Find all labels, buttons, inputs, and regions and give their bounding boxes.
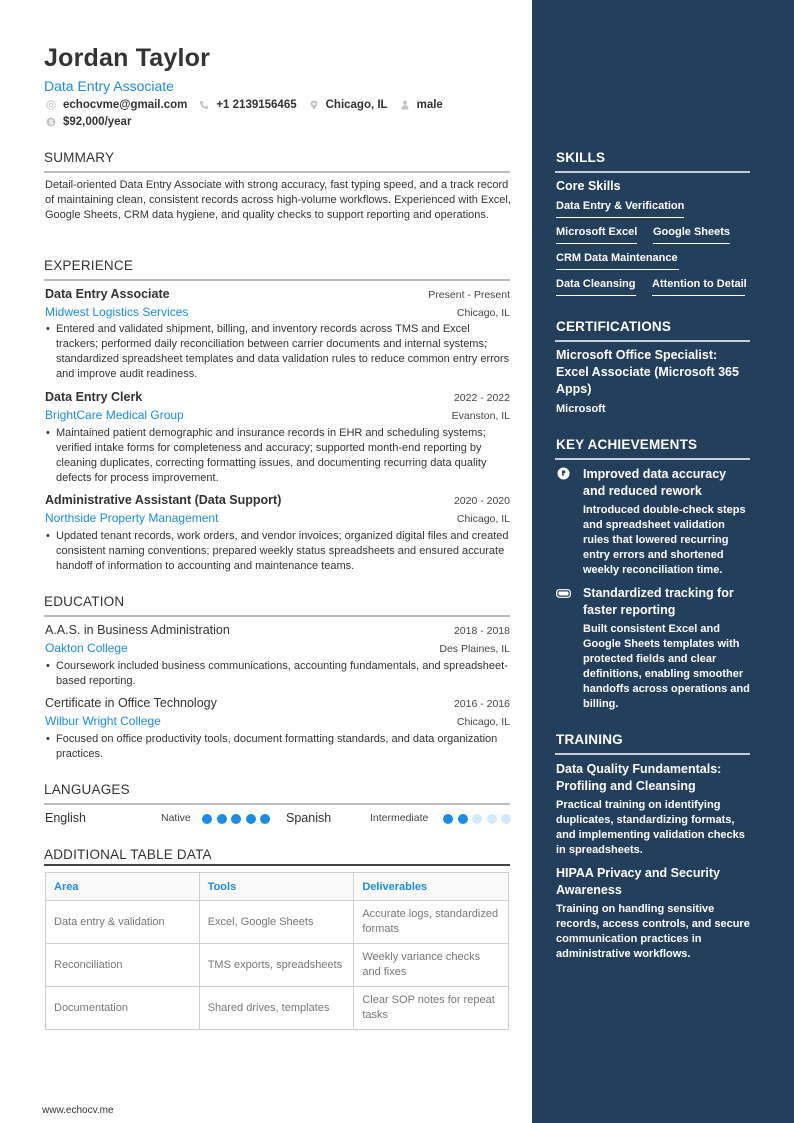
gender-value: male [416, 99, 443, 111]
achievement-text: Introduced double-check steps and spreadsheet validation rules that lowered recurring entry errors and shortened weekly reconciliation time. [583, 504, 746, 576]
certification-issuer: Microsoft [556, 403, 606, 415]
education-location: Des Plaines, IL [439, 643, 510, 655]
column-header-area: Area [46, 873, 200, 901]
experience-bullet: • Maintained patient demographic and insurance records in EHR and scheduling systems; verified intake forms for completeness and accuracy; supported month-end reporting by cleaning duplicates, correcting formatting issues, and documenting recurring data quality defects for process improvement. [44, 426, 510, 486]
rating-dot-empty [501, 814, 511, 824]
table-cell: Data entry & validation [46, 901, 200, 944]
rating-dot-filled [260, 814, 270, 824]
summary-heading: SUMMARY [44, 150, 115, 165]
rating-dot-empty [472, 814, 482, 824]
languages-list [45, 811, 510, 827]
table-cell: Accurate logs, standardized formats [354, 901, 509, 944]
language-rating [443, 814, 516, 824]
language-name: English [45, 811, 86, 825]
language-name: Spanish [286, 811, 332, 825]
experience-dates: 2020 - 2020 [453, 495, 510, 507]
education-dates: 2016 - 2016 [453, 698, 510, 710]
contact-location [309, 99, 388, 111]
at-icon [46, 100, 56, 110]
contact-salary [46, 116, 131, 128]
experience-company[interactable]: BrightCare Medical Group [45, 408, 184, 422]
skill-tag: Attention to Detail [652, 278, 745, 296]
person-icon [400, 100, 410, 110]
table-cell: Shared drives, templates [199, 987, 354, 1030]
training-text: Training on handling sensitive records, access controls, and secure communication practices in administrative workflows. [556, 903, 750, 960]
skills-heading: SKILLS [556, 150, 606, 165]
achievement-title: Improved data accuracy and reduced rework [583, 467, 727, 498]
email-value: echocvme@gmail.com [63, 99, 188, 111]
additional-table-heading: ADDITIONAL TABLE DATA [44, 847, 212, 862]
certifications-heading: CERTIFICATIONS [556, 319, 672, 334]
table-header-row [46, 873, 509, 901]
achievements-divider [555, 458, 750, 460]
table-row [46, 944, 509, 987]
language-rating [202, 814, 275, 824]
contact-email[interactable] [46, 99, 187, 111]
rating-dot-filled [246, 814, 256, 824]
experience-company[interactable]: Midwest Logistics Services [45, 305, 189, 319]
language-level: Intermediate [370, 812, 429, 824]
badge-icon [557, 467, 570, 480]
experience-company[interactable]: Northside Property Management [45, 511, 219, 525]
certification-name: Microsoft Office Specialist: Excel Associate (Microsoft 365 Apps) [556, 348, 739, 396]
experience-role: Data Entry Associate [45, 287, 170, 301]
rating-dot-filled [443, 814, 453, 824]
certifications-divider [555, 340, 750, 342]
table-row [46, 901, 509, 944]
experience-location: Chicago, IL [456, 513, 510, 525]
education-bullet: • Coursework included business communications, accounting fundamentals, and spreadsheet-based reporting. [44, 659, 510, 689]
experience-divider [44, 279, 510, 281]
experience-dates: Present - Present [428, 289, 510, 301]
contact-gender [400, 99, 443, 111]
table-cell: Weekly variance checks and fixes [354, 944, 509, 987]
education-dates: 2018 - 2018 [453, 625, 510, 637]
training-title: HIPAA Privacy and Security Awareness [556, 866, 720, 897]
education-divider [44, 615, 510, 617]
contact-row [46, 99, 455, 111]
skill-tag: Microsoft Excel [556, 226, 637, 244]
skill-tag: Data Cleansing [556, 278, 636, 296]
contact-phone[interactable] [199, 99, 296, 111]
language-level: Native [161, 812, 191, 824]
training-text: Practical training on identifying duplicates, standardizing formats, and implementing validation checks in spreadsheets. [556, 799, 745, 856]
column-header-tools: Tools [199, 873, 354, 901]
education-location: Chicago, IL [456, 716, 510, 728]
additional-data-table [45, 872, 509, 1030]
salary-value: $92,000/year [63, 116, 132, 128]
skill-tag: Google Sheets [653, 226, 730, 244]
experience-dates: 2022 - 2022 [453, 392, 510, 404]
location-value: Chicago, IL [325, 99, 388, 111]
column-header-deliverables: Deliverables [354, 873, 509, 901]
summary-text: Detail-oriented Data Entry Associate with strong accuracy, fast typing speed, and a track record of maintaining clean, consistent records across high-volume workflows. Experienced with Excel, Google Sheets, CRM data hygiene, and quality checks to support reporting and operations. [45, 179, 511, 221]
table-cell: Reconciliation [46, 944, 200, 987]
achievement-title: Standardized tracking for faster reporting [583, 586, 734, 617]
rating-dot-filled [202, 814, 212, 824]
experience-heading: EXPERIENCE [44, 258, 134, 273]
education-bullet: • Focused on office productivity tools, document formatting standards, and data organization practices. [44, 732, 510, 762]
skills-divider [555, 171, 750, 173]
experience-location: Chicago, IL [456, 307, 510, 319]
table-cell: Clear SOP notes for repeat tasks [354, 987, 509, 1030]
education-heading: EDUCATION [44, 594, 125, 609]
battery-icon [556, 587, 571, 600]
experience-bullet: • Entered and validated shipment, billing, and inventory records across TMS and Excel trackers; performed daily reconciliation between carrier documents and internal systems; standardized spreadsheet templates and data validation rules to reduce common entry errors and improve audit readiness. [44, 322, 510, 382]
additional-table-divider [44, 864, 510, 866]
candidate-name: Jordan Taylor [44, 44, 211, 72]
footer-link[interactable]: www.echocv.me [42, 1105, 114, 1116]
table-row [46, 987, 509, 1030]
skill-tag: Data Entry & Verification [556, 200, 684, 218]
education-school[interactable]: Oakton College [45, 641, 128, 655]
table-cell: Documentation [46, 987, 200, 1030]
experience-role: Administrative Assistant (Data Support) [45, 493, 282, 507]
training-title: Data Quality Fundamentals: Profiling and Cleansing [556, 762, 722, 793]
experience-location: Evanston, IL [451, 410, 510, 422]
rating-dot-empty [487, 814, 497, 824]
rating-dot-filled [458, 814, 468, 824]
table-cell: TMS exports, spreadsheets [199, 944, 354, 987]
training-divider [555, 753, 750, 755]
rating-dot-filled [231, 814, 241, 824]
languages-divider [44, 803, 510, 805]
skills-subtitle: Core Skills [556, 179, 621, 193]
languages-heading: LANGUAGES [44, 782, 130, 797]
summary-divider [44, 171, 510, 173]
phone-icon [199, 100, 209, 110]
education-degree: A.A.S. in Business Administration [45, 623, 230, 637]
education-school[interactable]: Wilbur Wright College [45, 714, 161, 728]
training-heading: TRAINING [556, 732, 623, 747]
rating-dot-filled [217, 814, 227, 824]
education-degree: Certificate in Office Technology [45, 696, 217, 710]
svg-text:$: $ [48, 118, 54, 127]
table-cell: Excel, Google Sheets [199, 901, 354, 944]
contact-row-2 [46, 116, 143, 128]
location-pin-icon [309, 100, 319, 110]
job-title: Data Entry Associate [44, 78, 174, 94]
achievement-text: Built consistent Excel and Google Sheets templates with protected fields and clear definitions, enabling smoother handoffs across operations and billing. [583, 623, 750, 710]
experience-bullet: • Updated tenant records, work orders, and vendor invoices; organized digital files and created consistent naming conventions; prepared weekly status spreadsheets and ensured accurate handoff of information to accounting and maintenance teams. [44, 529, 510, 574]
experience-role: Data Entry Clerk [45, 390, 143, 404]
money-icon [46, 117, 56, 127]
phone-value: +1 2139156465 [216, 99, 297, 111]
skill-tag: CRM Data Maintenance [556, 252, 679, 270]
achievements-heading: KEY ACHIEVEMENTS [556, 437, 698, 452]
